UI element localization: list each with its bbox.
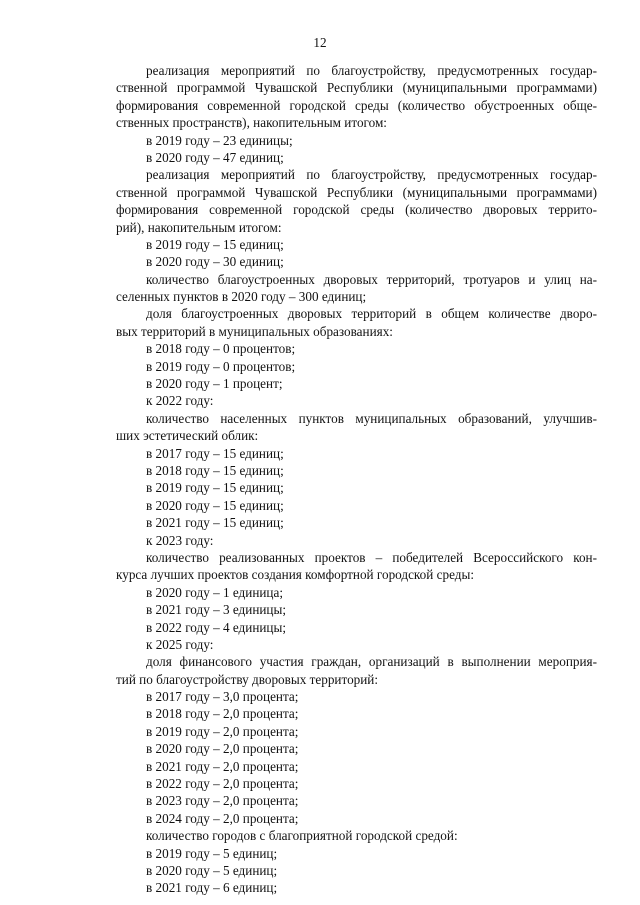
text-line: в 2018 году – 2,0 процента; [146,706,299,722]
text-line: вых территорий в муниципальных образованиях: [116,323,393,339]
text-line: в 2020 году – 1 единица; [146,584,284,600]
text-line: формирования современной городской среды (количество дворовых террито- [116,202,597,218]
text-line: тий по благоустройству дворовых территорий: [116,671,379,687]
text-line: в 2021 году – 6 единиц; [146,880,278,896]
page-number: 12 [313,35,327,50]
text-line: в 2020 году – 1 процент; [146,376,283,392]
text-line: в 2022 году – 4 единицы; [146,619,287,635]
text-line: в 2020 году – 30 единиц; [146,254,284,270]
text-line: в 2021 году – 15 единиц; [146,515,284,531]
text-line: в 2024 году – 2,0 процента; [146,810,299,826]
text-line: селенных пунктов в 2020 году – 300 единиц; [116,289,367,305]
text-line: к 2022 году: [146,393,214,409]
text-line: в 2020 году – 5 единиц; [146,862,278,878]
text-line: в 2020 году – 47 единиц; [146,149,284,165]
text-line: в 2020 году – 15 единиц; [146,497,284,513]
text-line: реализация мероприятий по благоустройству, предусмотренных государ- [146,63,597,78]
text-line: в 2022 году – 2,0 процента; [146,776,299,792]
text-line: количество реализованных проектов – победителей Всероссийского кон- [146,549,597,565]
text-line: в 2020 году – 2,0 процента; [146,741,299,757]
text-line: в 2017 году – 15 единиц; [146,445,284,461]
text-line: доля благоустроенных дворовых территорий в общем количестве дворо- [146,306,597,322]
text-line: ственной программой Чувашской Республики (муниципальными программами) [116,184,597,200]
text-line: в 2019 году – 15 единиц; [146,480,284,496]
text-line: ственной программой Чувашской Республики (муниципальными программами) [116,80,597,96]
text-line: курса лучших проектов создания комфортной городской среды: [116,567,474,583]
text-line: формирования современной городской среды (количество обустроенных обще- [116,97,597,113]
text-line: рий), накопительным итогом: [116,219,282,235]
text-line: в 2019 году – 5 единиц; [146,845,278,861]
text-line: ших эстетический облик: [116,428,259,444]
text-line: в 2018 году – 15 единиц; [146,462,284,478]
text-line: ственных пространств), накопительным итогом: [116,115,387,131]
text-line: реализация мероприятий по благоустройству, предусмотренных государ- [146,167,597,183]
text-line: количество населенных пунктов муниципальных образований, улучшив- [146,410,597,426]
text-line: к 2025 году: [146,636,214,652]
text-line: в 2019 году – 15 единиц; [146,236,284,252]
document-body [116,62,597,897]
text-line: количество благоустроенных дворовых территорий, тротуаров и улиц на- [146,271,597,287]
text-line: в 2018 году – 0 процентов; [146,341,296,357]
text-line: в 2019 году – 2,0 процента; [146,723,299,739]
text-line: в 2023 году – 2,0 процента; [146,793,299,809]
text-line: в 2021 году – 2,0 процента; [146,758,299,774]
text-line: в 2019 году – 23 единицы; [146,132,293,148]
text-line: в 2017 году – 3,0 процента; [146,689,299,705]
text-line: в 2019 году – 0 процентов; [146,358,296,374]
text-line: доля финансового участия граждан, организаций в выполнении мероприя- [146,654,597,670]
text-line: к 2023 году: [146,532,214,548]
text-line: количество городов с благоприятной городской средой: [146,828,458,844]
text-line: в 2021 году – 3 единицы; [146,602,287,618]
